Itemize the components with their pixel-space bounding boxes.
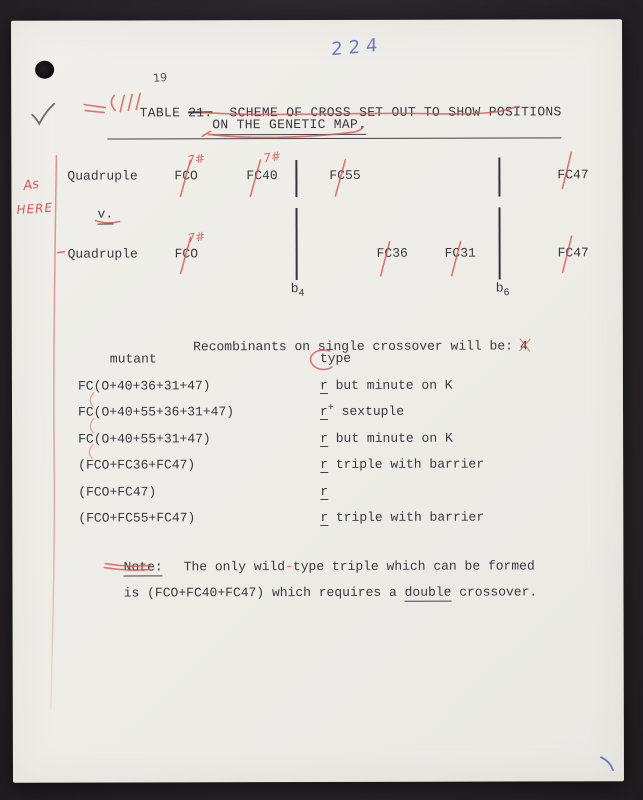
type-cell <box>320 457 484 475</box>
type-cell <box>320 404 404 422</box>
red-dashes-under-table <box>84 105 105 113</box>
note-text: type triple which can be formed <box>292 558 535 575</box>
type-text: triple with barrier <box>327 456 485 472</box>
note-line-2 <box>92 568 537 617</box>
cross-row1-gene-fc40: FC40 <box>246 168 278 184</box>
cross-row2-gene-fc31: FC31 <box>444 245 476 261</box>
barrier-b6-letter: b <box>495 280 504 296</box>
r-symbol: r <box>320 483 329 499</box>
title-text: SCHEME OF CROSS SET OUT TO SHOW POSITIONS <box>229 104 562 121</box>
struck-character <box>520 338 528 354</box>
cross-row2-gene-fco: FCO <box>174 246 199 262</box>
title-line-2: ON THE GENETIC MAP. <box>212 117 366 135</box>
cross-row2-gene-fc47: FC47 <box>557 245 589 261</box>
faint-red-arcs <box>89 393 94 459</box>
underlined-word-double: double <box>404 584 452 600</box>
red-inserted-hyphen: - <box>285 559 293 575</box>
mutant-cell: FC(O+40+55+36+31+47) <box>78 404 235 420</box>
type-text: but minute on K <box>327 430 453 446</box>
proof-mark-7hash-2: 7# <box>262 148 283 166</box>
barrier-label-b6 <box>496 280 510 302</box>
note-text: crossover. <box>451 584 538 600</box>
proof-mark-7hash-3: 7# <box>186 228 207 246</box>
column-header-mutant: mutant <box>109 351 157 367</box>
handwritten-page-number: 224 <box>331 34 384 61</box>
document-page <box>11 19 624 783</box>
column-header-type: type <box>319 350 352 366</box>
barrier-b4-subscript: 4 <box>298 288 305 300</box>
versus-label: v. <box>97 207 113 225</box>
mutant-cell: (FCO+FC47) <box>78 484 157 500</box>
struck-character-glyph: 4 <box>519 338 528 354</box>
mutant-cell: FC(O+40+36+31+47) <box>77 378 211 394</box>
mutant-cell: FC(O+40+55+31+47) <box>78 431 211 447</box>
struck-table-number: 21. <box>188 105 213 121</box>
title-word-table: TABLE <box>139 105 181 121</box>
handwritten-correction-number: 19 <box>152 70 168 85</box>
hole-punch-icon <box>35 61 54 79</box>
type-cell <box>320 378 453 396</box>
type-text: sextuple <box>333 403 405 419</box>
cross-row1-gene-fc55: FC55 <box>329 167 361 183</box>
note-text: The only wild <box>183 559 286 575</box>
blue-pen-mark <box>601 757 613 770</box>
cross-row1-label: Quadruple <box>67 168 138 184</box>
note-text: is (FCO+FC40+FC47) which requires a <box>123 584 405 601</box>
r-symbol: r <box>320 430 328 446</box>
cross-row1-gene-fc47: FC47 <box>557 167 589 183</box>
red-dash-row2 <box>58 252 65 253</box>
type-cell <box>320 484 328 502</box>
barrier-label-b4 <box>291 281 305 303</box>
proof-mark-7hash-1: 7# <box>186 150 207 168</box>
r-symbol: r <box>320 509 329 525</box>
barrier-b6-subscript: 6 <box>503 288 510 300</box>
r-symbol: r <box>320 456 328 472</box>
type-text: triple with barrier <box>328 509 485 525</box>
red-margin-line <box>49 156 57 709</box>
recombinants-heading-text: Recombinants on single crossover will be: <box>193 338 513 355</box>
mutant-cell: (FCO+FC55+FC47) <box>78 510 196 526</box>
margin-note-as: As <box>22 176 41 194</box>
type-cell <box>320 431 453 449</box>
mutant-cell: (FCO+FC36+FC47) <box>78 457 196 473</box>
type-text: but minute on K <box>327 377 453 393</box>
margin-note-here: HERE <box>16 200 54 218</box>
r-superscript: + <box>327 402 334 414</box>
cross-row2-label: Quadruple <box>67 246 138 262</box>
r-symbol: r <box>319 377 328 393</box>
cross-row1-gene-fco: FCO <box>174 168 198 184</box>
type-cell <box>320 510 484 528</box>
checkmark-icon <box>32 104 54 124</box>
note-label: Note: <box>123 559 163 575</box>
r-symbol: r <box>320 403 328 419</box>
barrier-b4-letter: b <box>290 281 299 297</box>
red-arc-row2 <box>90 419 94 433</box>
cross-row2-gene-fc36: FC36 <box>376 245 408 261</box>
